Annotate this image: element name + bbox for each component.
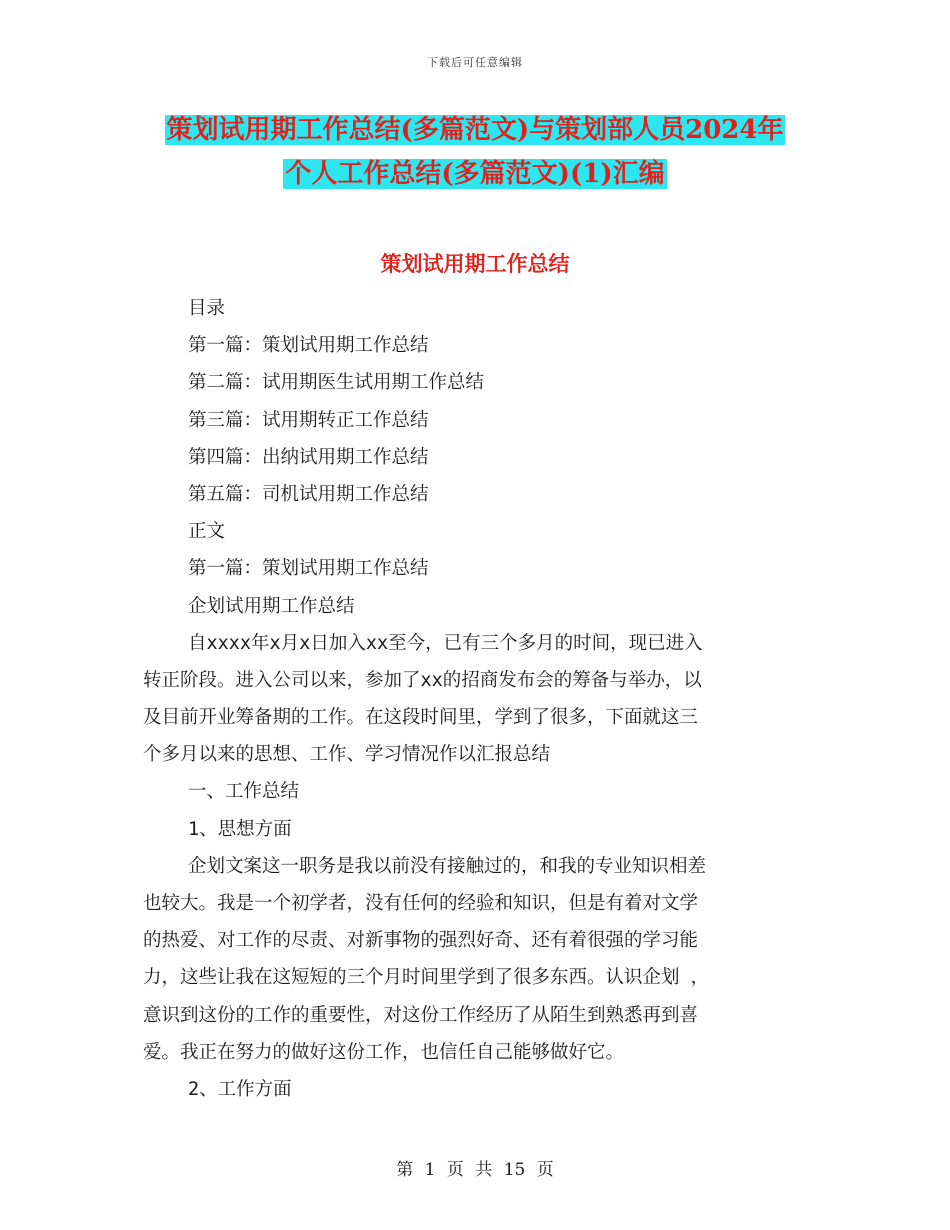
thought-heading: 1、思想方面 bbox=[188, 818, 292, 840]
job-heading: 2、工作方面 bbox=[188, 1078, 292, 1100]
paragraph-line: 爱。我正在努力的做好这份工作，也信任自己能够做好它。 bbox=[143, 1041, 625, 1063]
work-summary-heading: 一、工作总结 bbox=[188, 781, 300, 803]
document-title-line-2: 个人工作总结(多篇范文)(1)汇编 bbox=[285, 159, 665, 189]
paragraph-line: 自xxxx年x月x日加入xx至今，已有三个多月的时间，现已进入 bbox=[188, 632, 703, 654]
toc-item: 第一篇：策划试用期工作总结 bbox=[188, 335, 429, 357]
toc-item: 第三篇：试用期转正工作总结 bbox=[188, 409, 429, 431]
body-heading: 正文 bbox=[188, 521, 226, 543]
document-body bbox=[143, 290, 808, 1108]
paragraph-line: 个多月以来的思想、工作、学习情况作以汇报总结 bbox=[143, 744, 551, 766]
toc-item: 第四篇：出纳试用期工作总结 bbox=[188, 446, 429, 468]
paragraph-line: 的热爱、对工作的尽责、对新事物的强烈好奇、还有着很强的学习能 bbox=[143, 930, 699, 952]
chapter-subtitle: 企划试用期工作总结 bbox=[188, 595, 355, 617]
paragraph-line: 及目前开业筹备期的工作。在这段时间里，学到了很多，下面就这三 bbox=[143, 707, 699, 729]
section-title: 策划试用期工作总结 bbox=[380, 251, 570, 276]
paragraph-line: 意识到这份的工作的重要性，对这份工作经历了从陌生到熟悉再到喜 bbox=[143, 1004, 699, 1026]
document-title-line-1: 策划试用期工作总结(多篇范文)与策划部人员2024年 bbox=[166, 115, 784, 145]
toc-item: 第五篇：司机试用期工作总结 bbox=[188, 483, 429, 505]
paragraph-line: 也较大。我是一个初学者，没有任何的经验和知识，但是有着对文学 bbox=[143, 893, 699, 914]
chapter-title: 第一篇：策划试用期工作总结 bbox=[188, 558, 429, 580]
page-number: 第 1 页 共 15 页 bbox=[396, 1160, 554, 1180]
page-header-note: 下载后可任意编辑 bbox=[427, 56, 523, 69]
paragraph-line: 企划文案这一职务是我以前没有接触过的，和我的专业知识相差 bbox=[188, 855, 707, 877]
document-title bbox=[140, 108, 810, 196]
toc-heading: 目录 bbox=[188, 298, 226, 319]
paragraph-line: 力，这些让我在这短短的三个月时间里学到了很多东西。认识企划 ， bbox=[143, 967, 710, 989]
paragraph-line: 转正阶段。进入公司以来，参加了xx的招商发布会的筹备与举办，以 bbox=[143, 669, 702, 691]
toc-item: 第二篇：试用期医生试用期工作总结 bbox=[188, 372, 485, 394]
